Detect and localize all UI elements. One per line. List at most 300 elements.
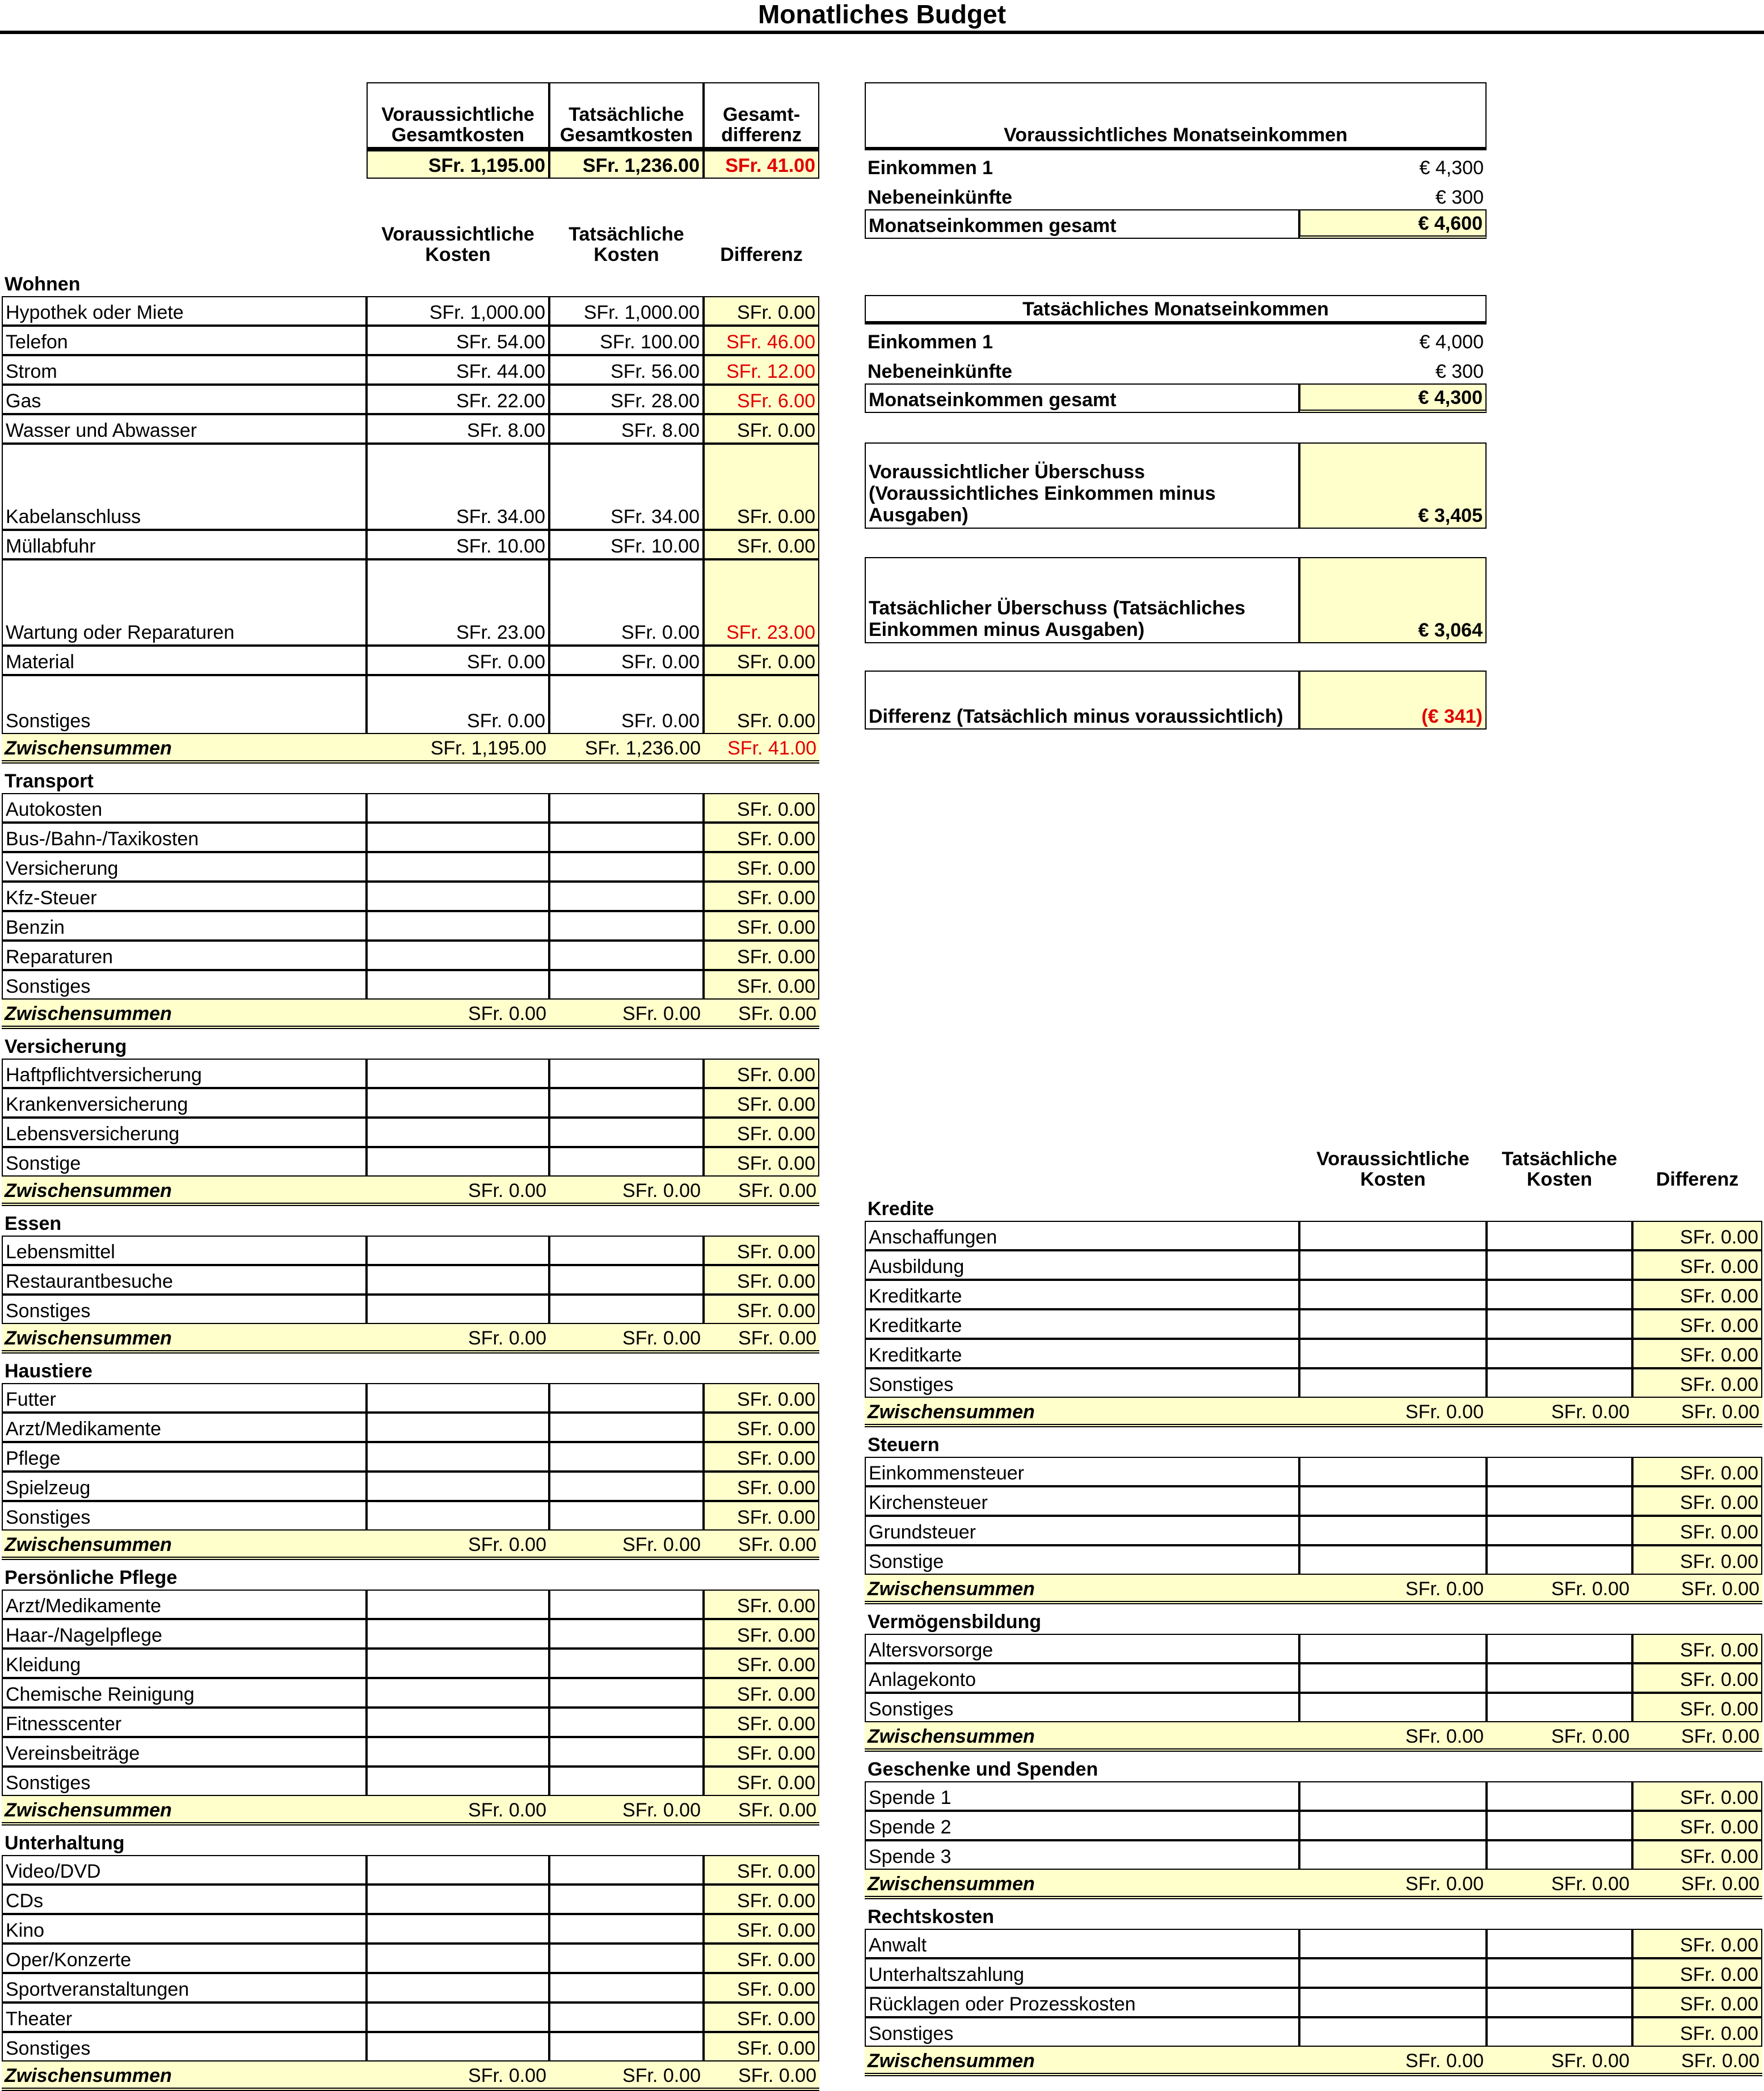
- category-heading: Haustiere: [5, 1360, 92, 1382]
- projected-cost[interactable]: [367, 1590, 549, 1619]
- subtotal-difference: SFr. 41.00: [704, 734, 819, 764]
- projected-cost[interactable]: [367, 1059, 549, 1088]
- actual-cost[interactable]: [549, 1413, 704, 1442]
- line-item-label: CDs: [2, 1885, 367, 1914]
- line-item-label: Ausbildung: [865, 1250, 1299, 1280]
- projected-cost[interactable]: [367, 1678, 549, 1708]
- projected-cost[interactable]: [1299, 1545, 1487, 1575]
- actual-cost[interactable]: [549, 1973, 704, 2003]
- line-item-label: Unterhaltszahlung: [865, 1958, 1299, 1988]
- line-item-label: Theater: [2, 2003, 367, 2032]
- projected-cost[interactable]: [367, 1295, 549, 1324]
- projected-cost[interactable]: [1299, 1811, 1487, 1840]
- line-item-label: Sportveranstaltungen: [2, 1973, 367, 2003]
- summary-header: Tatsächliche Gesamtkosten: [549, 82, 704, 150]
- line-item-label: Kreditkarte: [865, 1309, 1299, 1339]
- actual-cost[interactable]: [549, 1295, 704, 1324]
- difference-value: SFr. 0.00: [704, 1413, 819, 1442]
- actual-cost[interactable]: SFr. 0.00: [549, 646, 704, 675]
- difference-value: SFr. 0.00: [704, 1855, 819, 1885]
- line-item-label: Wartung oder Reparaturen: [2, 559, 367, 646]
- income-value: € 4,000: [1419, 331, 1484, 353]
- actual-cost[interactable]: [549, 1265, 704, 1295]
- summary-value: SFr. 1,195.00: [367, 150, 549, 179]
- difference-value: SFr. 0.00: [1632, 1221, 1762, 1250]
- subtotal-projected: SFr. 0.00: [1299, 1575, 1487, 1604]
- subtotal-actual: SFr. 0.00: [1487, 1398, 1632, 1427]
- line-item-label: Lebensmittel: [2, 1236, 367, 1265]
- line-item-label: Strom: [2, 355, 367, 385]
- category-heading: Wohnen: [5, 273, 81, 295]
- difference-value: SFr. 0.00: [1632, 1516, 1762, 1545]
- subtotal-label: Zwischensummen: [865, 1398, 1299, 1427]
- actual-cost[interactable]: [549, 1678, 704, 1708]
- projected-cost[interactable]: [367, 1973, 549, 2003]
- line-item-label: Altersvorsorge: [865, 1634, 1299, 1663]
- projected-cost[interactable]: SFr. 54.00: [367, 326, 549, 355]
- actual-cost[interactable]: [1487, 1811, 1632, 1840]
- actual-cost[interactable]: SFr. 100.00: [549, 326, 704, 355]
- actual-cost[interactable]: [549, 1059, 704, 1088]
- line-item-label: Haar-/Nagelpflege: [2, 1619, 367, 1649]
- actual-cost[interactable]: SFr. 28.00: [549, 385, 704, 414]
- actual-cost[interactable]: [1487, 2017, 1632, 2047]
- difference-value: SFr. 0.00: [704, 852, 819, 882]
- column-header: Differenz: [720, 244, 803, 265]
- projected-cost[interactable]: SFr. 22.00: [367, 385, 549, 414]
- column-header: Voraussichtliche Kosten: [381, 224, 534, 265]
- actual-cost[interactable]: [1487, 1781, 1632, 1811]
- actual-cost[interactable]: [1487, 1545, 1632, 1575]
- projected-cost[interactable]: [367, 941, 549, 970]
- actual-cost[interactable]: [1487, 1988, 1632, 2017]
- actual-cost[interactable]: [1487, 1958, 1632, 1988]
- line-item-label: Telefon: [2, 326, 367, 355]
- projected-cost[interactable]: [367, 1147, 549, 1177]
- actual-cost[interactable]: [1487, 1221, 1632, 1250]
- subtotal-projected: SFr. 0.00: [367, 1796, 549, 1826]
- difference-value: SFr. 0.00: [1632, 1929, 1762, 1958]
- projected-cost[interactable]: SFr. 8.00: [367, 414, 549, 444]
- actual-cost[interactable]: [549, 1442, 704, 1472]
- projected-cost[interactable]: [367, 852, 549, 882]
- difference-value: SFr. 0.00: [704, 1147, 819, 1177]
- line-item-label: Einkommensteuer: [865, 1457, 1299, 1486]
- subtotal-projected: SFr. 0.00: [1299, 2047, 1487, 2076]
- actual-cost[interactable]: [549, 2032, 704, 2062]
- line-item-label: Sonstiges: [2, 675, 367, 734]
- subtotal-difference: SFr. 0.00: [704, 1324, 819, 1354]
- projected-cost[interactable]: [367, 793, 549, 823]
- line-item-label: Wasser und Abwasser: [2, 414, 367, 444]
- difference-value: SFr. 0.00: [704, 1472, 819, 1501]
- actual-cost[interactable]: [549, 1708, 704, 1737]
- difference-value: SFr. 0.00: [704, 793, 819, 823]
- projected-cost[interactable]: SFr. 34.00: [367, 444, 549, 530]
- subtotal-difference: SFr. 0.00: [704, 1177, 819, 1206]
- line-item-label: Fitnesscenter: [2, 1708, 367, 1737]
- line-item-label: Sonstiges: [2, 1501, 367, 1531]
- subtotal-difference: SFr. 0.00: [1632, 1398, 1762, 1427]
- difference-value: SFr. 0.00: [1632, 1988, 1762, 2017]
- subtotal-actual: SFr. 0.00: [1487, 1722, 1632, 1752]
- projected-cost[interactable]: [367, 882, 549, 911]
- actual-cost[interactable]: [549, 1236, 704, 1265]
- subtotal-projected: SFr. 0.00: [1299, 1870, 1487, 1899]
- actual-cost[interactable]: [1487, 1634, 1632, 1663]
- actual-cost[interactable]: [549, 1767, 704, 1796]
- projected-cost[interactable]: [1299, 1634, 1487, 1663]
- difference-value: SFr. 0.00: [1632, 1693, 1762, 1722]
- projected-cost[interactable]: [367, 1737, 549, 1767]
- difference-value: SFr. 0.00: [1632, 1781, 1762, 1811]
- difference-value: SFr. 0.00: [704, 414, 819, 444]
- difference-value: SFr. 0.00: [704, 1383, 819, 1413]
- subtotal-projected: SFr. 0.00: [367, 1177, 549, 1206]
- summary-value: SFr. 1,236.00: [549, 150, 704, 179]
- projected-cost[interactable]: [1299, 1280, 1487, 1309]
- projected-cost[interactable]: [1299, 1309, 1487, 1339]
- line-item-label: Bus-/Bahn-/Taxikosten: [2, 823, 367, 852]
- difference-value: SFr. 0.00: [1632, 1339, 1762, 1368]
- projected-cost[interactable]: [367, 1236, 549, 1265]
- subtotal-label: Zwischensummen: [2, 1177, 367, 1206]
- projected-cost[interactable]: [1299, 1988, 1487, 2017]
- subtotal-label: Zwischensummen: [865, 1722, 1299, 1752]
- projected-cost[interactable]: SFr. 0.00: [367, 646, 549, 675]
- difference-value: SFr. 0.00: [704, 911, 819, 941]
- actual-cost[interactable]: [1487, 1250, 1632, 1280]
- projected-cost[interactable]: SFr. 23.00: [367, 559, 549, 646]
- actual-cost[interactable]: SFr. 56.00: [549, 355, 704, 385]
- difference-value: SFr. 0.00: [1632, 1840, 1762, 1870]
- projected-cost[interactable]: SFr. 1,000.00: [367, 296, 549, 326]
- difference-value: SFr. 6.00: [704, 385, 819, 414]
- subtotal-actual: SFr. 0.00: [549, 1531, 704, 1560]
- difference-value: SFr. 0.00: [704, 1649, 819, 1678]
- subtotal-actual: SFr. 0.00: [549, 1177, 704, 1206]
- projected-cost[interactable]: [367, 2003, 549, 2032]
- difference-value: SFr. 0.00: [1632, 2017, 1762, 2047]
- subtotal-difference: SFr. 0.00: [704, 1531, 819, 1560]
- actual-cost[interactable]: [549, 1088, 704, 1118]
- income-label: Nebeneinkünfte: [868, 361, 1013, 382]
- actual-cost[interactable]: [1487, 1309, 1632, 1339]
- subtotal-actual: SFr. 0.00: [549, 2062, 704, 2091]
- difference-value: SFr. 0.00: [1632, 1280, 1762, 1309]
- subtotal-label: Zwischensummen: [2, 1796, 367, 1826]
- line-item-label: Autokosten: [2, 793, 367, 823]
- projected-cost[interactable]: [367, 1708, 549, 1737]
- category-heading: Persönliche Pflege: [5, 1567, 178, 1588]
- actual-cost[interactable]: [549, 2003, 704, 2032]
- projected-cost[interactable]: SFr. 44.00: [367, 355, 549, 385]
- projected-cost[interactable]: [367, 1885, 549, 1914]
- actual-cost[interactable]: SFr. 10.00: [549, 530, 704, 559]
- line-item-label: Kreditkarte: [865, 1339, 1299, 1368]
- line-item-label: Anwalt: [865, 1929, 1299, 1958]
- subtotal-projected: SFr. 0.00: [367, 1000, 549, 1029]
- subtotal-actual: SFr. 0.00: [549, 1324, 704, 1354]
- projected-cost[interactable]: [367, 1501, 549, 1531]
- category-heading: Kredite: [868, 1198, 934, 1220]
- projected-cost[interactable]: [367, 911, 549, 941]
- line-item-label: Chemische Reinigung: [2, 1678, 367, 1708]
- projected-cost[interactable]: [367, 970, 549, 1000]
- actual-cost[interactable]: SFr. 0.00: [549, 675, 704, 734]
- difference-value: SFr. 12.00: [704, 355, 819, 385]
- projected-cost[interactable]: [367, 1088, 549, 1118]
- difference-value: SFr. 0.00: [704, 1442, 819, 1472]
- subtotal-label: Zwischensummen: [865, 1575, 1299, 1604]
- actual-cost[interactable]: [549, 1737, 704, 1767]
- line-item-label: Kleidung: [2, 1649, 367, 1678]
- projected-cost[interactable]: [367, 1914, 549, 1944]
- subtotal-label: Zwischensummen: [2, 1000, 367, 1029]
- projected-cost[interactable]: [1299, 1840, 1487, 1870]
- column-header: Tatsächliche Kosten: [569, 224, 684, 265]
- actual-cost[interactable]: [1487, 1663, 1632, 1693]
- difference-value: SFr. 0.00: [704, 1118, 819, 1147]
- projected-cost[interactable]: [367, 1472, 549, 1501]
- subtotal-label: Zwischensummen: [2, 2062, 367, 2091]
- projected-cost[interactable]: [367, 1944, 549, 1973]
- subtotal-actual: SFr. 0.00: [549, 1796, 704, 1826]
- actual-cost[interactable]: [549, 1619, 704, 1649]
- projected-cost[interactable]: SFr. 0.00: [367, 675, 549, 734]
- line-item-label: Sonstiges: [2, 2032, 367, 2062]
- actual-cost[interactable]: [549, 1472, 704, 1501]
- difference-value: SFr. 0.00: [1632, 1486, 1762, 1516]
- line-item-label: Sonstiges: [2, 970, 367, 1000]
- difference-value: SFr. 0.00: [704, 1590, 819, 1619]
- subtotal-label: Zwischensummen: [865, 2047, 1299, 2076]
- difference-value: SFr. 0.00: [704, 1059, 819, 1088]
- difference-value: SFr. 0.00: [704, 1737, 819, 1767]
- subtotal-label: Zwischensummen: [2, 734, 367, 764]
- difference-value: SFr. 0.00: [704, 882, 819, 911]
- projected-cost[interactable]: [1299, 1339, 1487, 1368]
- projected-income-title: Voraussichtliches Monatseinkommen: [865, 82, 1487, 150]
- projected-cost[interactable]: SFr. 10.00: [367, 530, 549, 559]
- projected-cost[interactable]: [1299, 1958, 1487, 1988]
- column-header: Tatsächliche Kosten: [1501, 1148, 1618, 1190]
- line-item-label: Sonstiges: [2, 1767, 367, 1796]
- line-item-label: Oper/Konzerte: [2, 1944, 367, 1973]
- actual-surplus-value: € 3,064: [1299, 557, 1487, 643]
- difference-value: SFr. 0.00: [1632, 1368, 1762, 1398]
- subtotal-difference: SFr. 0.00: [1632, 1722, 1762, 1752]
- projected-cost[interactable]: [367, 823, 549, 852]
- income-value: € 4,600: [1299, 209, 1487, 239]
- subtotal-projected: SFr. 0.00: [367, 2062, 549, 2091]
- difference-value: SFr. 0.00: [704, 1088, 819, 1118]
- projected-cost[interactable]: [367, 2032, 549, 2062]
- projected-cost[interactable]: [1299, 2017, 1487, 2047]
- line-item-label: Pflege: [2, 1442, 367, 1472]
- category-heading: Geschenke und Spenden: [868, 1759, 1098, 1780]
- line-item-label: Reparaturen: [2, 941, 367, 970]
- subtotal-difference: SFr. 0.00: [704, 2062, 819, 2091]
- subtotal-difference: SFr. 0.00: [704, 1000, 819, 1029]
- projected-cost[interactable]: [1299, 1221, 1487, 1250]
- projected-cost[interactable]: [367, 1442, 549, 1472]
- projected-cost[interactable]: [1299, 1368, 1487, 1398]
- subtotal-difference: SFr. 0.00: [1632, 1575, 1762, 1604]
- difference-value: SFr. 0.00: [704, 1678, 819, 1708]
- projected-cost[interactable]: [1299, 1457, 1487, 1486]
- subtotal-actual: SFr. 0.00: [1487, 2047, 1632, 2076]
- projected-cost[interactable]: [367, 1265, 549, 1295]
- difference-label: Differenz (Tatsächlich minus voraussichtlich): [865, 671, 1299, 730]
- line-item-label: Futter: [2, 1383, 367, 1413]
- projected-cost[interactable]: [367, 1413, 549, 1442]
- projected-cost[interactable]: [367, 1619, 549, 1649]
- difference-value: SFr. 0.00: [1632, 1634, 1762, 1663]
- line-item-label: Spielzeug: [2, 1472, 367, 1501]
- line-item-label: Restaurantbesuche: [2, 1265, 367, 1295]
- actual-cost[interactable]: [1487, 1339, 1632, 1368]
- column-header: Voraussichtliche Kosten: [1316, 1148, 1470, 1190]
- difference-value: SFr. 0.00: [704, 1944, 819, 1973]
- actual-cost[interactable]: [1487, 1693, 1632, 1722]
- line-item-label: Müllabfuhr: [2, 530, 367, 559]
- subtotal-actual: SFr. 1,236.00: [549, 734, 704, 764]
- income-value: € 300: [1435, 187, 1484, 208]
- line-item-label: Benzin: [2, 911, 367, 941]
- actual-cost[interactable]: [549, 1649, 704, 1678]
- actual-cost[interactable]: [549, 941, 704, 970]
- actual-cost[interactable]: [1487, 1840, 1632, 1870]
- subtotal-projected: SFr. 0.00: [1299, 1722, 1487, 1752]
- line-item-label: Gas: [2, 385, 367, 414]
- line-item-label: Kabelanschluss: [2, 444, 367, 530]
- difference-value: SFr. 0.00: [1632, 1457, 1762, 1486]
- actual-cost[interactable]: [549, 1501, 704, 1531]
- line-item-label: Arzt/Medikamente: [2, 1590, 367, 1619]
- line-item-label: Lebensversicherung: [2, 1118, 367, 1147]
- subtotal-actual: SFr. 0.00: [549, 1000, 704, 1029]
- projected-cost[interactable]: [367, 1118, 549, 1147]
- projected-cost[interactable]: [367, 1383, 549, 1413]
- category-heading: Unterhaltung: [5, 1832, 125, 1854]
- line-item-label: Grundsteuer: [865, 1516, 1299, 1545]
- actual-cost[interactable]: [549, 1590, 704, 1619]
- actual-cost[interactable]: [549, 1885, 704, 1914]
- subtotal-projected: SFr. 0.00: [367, 1324, 549, 1354]
- projected-cost[interactable]: [1299, 1486, 1487, 1516]
- difference-value: (€ 341): [1299, 671, 1487, 730]
- difference-value: SFr. 0.00: [704, 1885, 819, 1914]
- line-item-label: Vereinsbeiträge: [2, 1737, 367, 1767]
- projected-cost[interactable]: [1299, 1693, 1487, 1722]
- actual-cost[interactable]: SFr. 1,000.00: [549, 296, 704, 326]
- projected-cost[interactable]: [1299, 1250, 1487, 1280]
- projected-cost[interactable]: [367, 1855, 549, 1885]
- title-divider: [0, 31, 1764, 34]
- difference-value: SFr. 0.00: [704, 941, 819, 970]
- projected-cost[interactable]: [1299, 1663, 1487, 1693]
- line-item-label: Video/DVD: [2, 1855, 367, 1885]
- line-item-label: Versicherung: [2, 852, 367, 882]
- actual-cost[interactable]: [549, 1118, 704, 1147]
- difference-value: SFr. 0.00: [704, 1708, 819, 1737]
- actual-cost[interactable]: [549, 1147, 704, 1177]
- line-item-label: Anschaffungen: [865, 1221, 1299, 1250]
- line-item-label: Spende 3: [865, 1840, 1299, 1870]
- actual-income-title: Tatsächliches Monatseinkommen: [865, 295, 1487, 324]
- actual-cost[interactable]: [1487, 1929, 1632, 1958]
- actual-cost[interactable]: [549, 1944, 704, 1973]
- actual-cost[interactable]: [549, 1855, 704, 1885]
- line-item-label: Kirchensteuer: [865, 1486, 1299, 1516]
- actual-cost[interactable]: [1487, 1516, 1632, 1545]
- subtotal-difference: SFr. 0.00: [1632, 2047, 1762, 2076]
- actual-cost[interactable]: [1487, 1457, 1632, 1486]
- actual-surplus-label: Tatsächlicher Überschuss (Tatsächliches Einkommen minus Ausgaben): [865, 557, 1299, 643]
- actual-cost[interactable]: [1487, 1280, 1632, 1309]
- income-value: € 4,300: [1419, 157, 1484, 179]
- difference-value: SFr. 0.00: [704, 1619, 819, 1649]
- actual-cost[interactable]: SFr. 8.00: [549, 414, 704, 444]
- projected-cost[interactable]: [1299, 1516, 1487, 1545]
- category-heading: Steuern: [868, 1434, 940, 1456]
- subtotal-difference: SFr. 0.00: [704, 1796, 819, 1826]
- actual-cost[interactable]: [549, 1914, 704, 1944]
- actual-cost[interactable]: [549, 970, 704, 1000]
- difference-value: SFr. 0.00: [704, 1914, 819, 1944]
- subtotal-actual: SFr. 0.00: [1487, 1870, 1632, 1899]
- projected-cost[interactable]: [367, 1649, 549, 1678]
- actual-cost[interactable]: [549, 882, 704, 911]
- difference-value: SFr. 0.00: [1632, 1309, 1762, 1339]
- actual-cost[interactable]: [1487, 1368, 1632, 1398]
- summary-header: Voraussichtliche Gesamtkosten: [367, 82, 549, 150]
- line-item-label: Haftpflichtversicherung: [2, 1059, 367, 1088]
- category-heading: Transport: [5, 770, 94, 792]
- summary-value: SFr. 41.00: [704, 150, 819, 179]
- difference-value: SFr. 0.00: [704, 1501, 819, 1531]
- income-label: Einkommen 1: [868, 331, 993, 353]
- actual-cost[interactable]: [549, 852, 704, 882]
- actual-cost[interactable]: [549, 911, 704, 941]
- difference-value: SFr. 0.00: [704, 646, 819, 675]
- actual-cost[interactable]: [549, 823, 704, 852]
- actual-cost[interactable]: [549, 793, 704, 823]
- projected-cost[interactable]: [1299, 1781, 1487, 1811]
- column-header: Differenz: [1656, 1169, 1739, 1190]
- line-item-label: Sonstiges: [865, 1368, 1299, 1398]
- difference-value: SFr. 0.00: [704, 296, 819, 326]
- line-item-label: Rücklagen oder Prozesskosten: [865, 1988, 1299, 2017]
- projected-cost[interactable]: [367, 1767, 549, 1796]
- subtotal-label: Zwischensummen: [2, 1324, 367, 1354]
- actual-cost[interactable]: SFr. 34.00: [549, 444, 704, 530]
- difference-value: SFr. 0.00: [704, 1236, 819, 1265]
- subtotal-projected: SFr. 1,195.00: [367, 734, 549, 764]
- projected-cost[interactable]: [1299, 1929, 1487, 1958]
- category-heading: Rechtskosten: [868, 1906, 994, 1928]
- page-title: Monatliches Budget: [757, 0, 1007, 29]
- category-heading: Vermögensbildung: [868, 1611, 1042, 1633]
- line-item-label: Spende 2: [865, 1811, 1299, 1840]
- difference-value: SFr. 0.00: [1632, 1545, 1762, 1575]
- line-item-label: Kino: [2, 1914, 367, 1944]
- difference-value: SFr. 0.00: [1632, 1811, 1762, 1840]
- actual-cost[interactable]: SFr. 0.00: [549, 559, 704, 646]
- actual-cost[interactable]: [1487, 1486, 1632, 1516]
- actual-cost[interactable]: [549, 1383, 704, 1413]
